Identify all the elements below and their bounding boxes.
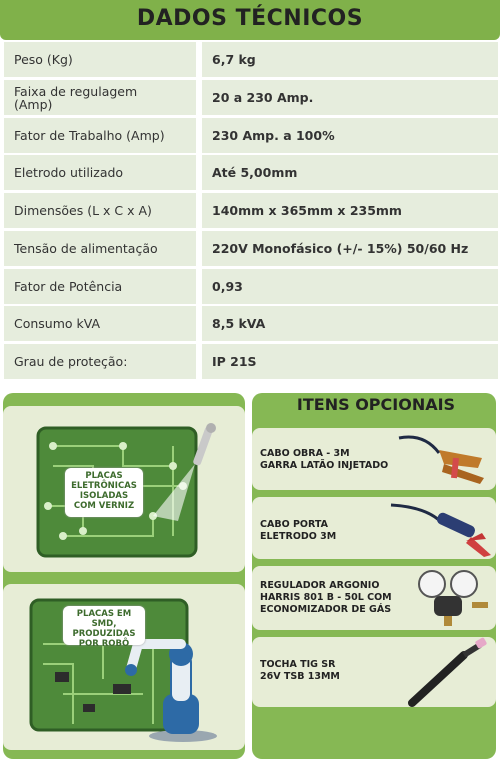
spec-label: Fator de Trabalho (Amp)	[4, 118, 196, 153]
spec-value: 20 a 230 Amp.	[202, 80, 498, 115]
spec-label: Faixa de regulagem (Amp)	[4, 80, 196, 115]
spec-row	[4, 118, 498, 153]
tig-torch-icon	[402, 637, 494, 707]
spec-label: Dimensões (L x C x A)	[4, 193, 196, 228]
spec-label: Peso (Kg)	[4, 42, 196, 77]
pcb-smd-label: PLACAS EM SMD, PRODUZIDAS POR ROBÔ	[63, 606, 145, 645]
spec-row	[4, 344, 498, 379]
spec-label: Fator de Potência	[4, 269, 196, 304]
spec-label: Consumo kVA	[4, 306, 196, 341]
title-bar	[0, 0, 500, 40]
optional-item	[252, 566, 496, 630]
spec-value: 8,5 kVA	[202, 306, 498, 341]
optional-item-text: CABO OBRA - 3M GARRA LATÃO INJETADO	[260, 448, 389, 471]
optional-item	[252, 637, 496, 707]
spec-row	[4, 306, 498, 341]
gas-regulator-icon	[412, 566, 494, 630]
spec-row	[4, 155, 498, 190]
spec-row	[4, 42, 498, 77]
spec-value: 220V Monofásico (+/- 15%) 50/60 Hz	[202, 231, 498, 266]
optional-item-text: TOCHA TIG SR 26V TSB 13MM	[260, 659, 340, 682]
electrode-holder-icon	[386, 497, 494, 559]
ground-clamp-icon	[394, 428, 494, 490]
spec-row	[4, 80, 498, 115]
specs-table	[4, 42, 498, 382]
spec-value: 230 Amp. a 100%	[202, 118, 498, 153]
pcb-varnish-label: PLACAS ELETRÔNICAS ISOLADAS COM VERNIZ	[65, 468, 143, 517]
optional-item	[252, 428, 496, 490]
page-title: DADOS TÉCNICOS	[136, 6, 364, 31]
pcb-varnish-card	[3, 406, 245, 572]
optionals-title: ITENS OPCIONAIS	[296, 395, 456, 414]
spec-label: Tensão de alimentação	[4, 231, 196, 266]
spec-label: Eletrodo utilizado	[4, 155, 196, 190]
optional-item-text: CABO PORTA ELETRODO 3M	[260, 519, 337, 542]
spec-row	[4, 193, 498, 228]
optional-item	[252, 497, 496, 559]
spec-value: Até 5,00mm	[202, 155, 498, 190]
spec-row	[4, 269, 498, 304]
spec-value: IP 21S	[202, 344, 498, 379]
spec-label: Grau de proteção:	[4, 344, 196, 379]
spec-value: 140mm x 365mm x 235mm	[202, 193, 498, 228]
spec-value: 6,7 kg	[202, 42, 498, 77]
spec-row	[4, 231, 498, 266]
pcb-smd-card	[3, 584, 245, 750]
spec-value: 0,93	[202, 269, 498, 304]
optional-item-text: REGULADOR ARGONIO HARRIS 801 B - 50L COM ECONOMIZADOR DE GÁS	[260, 580, 392, 615]
